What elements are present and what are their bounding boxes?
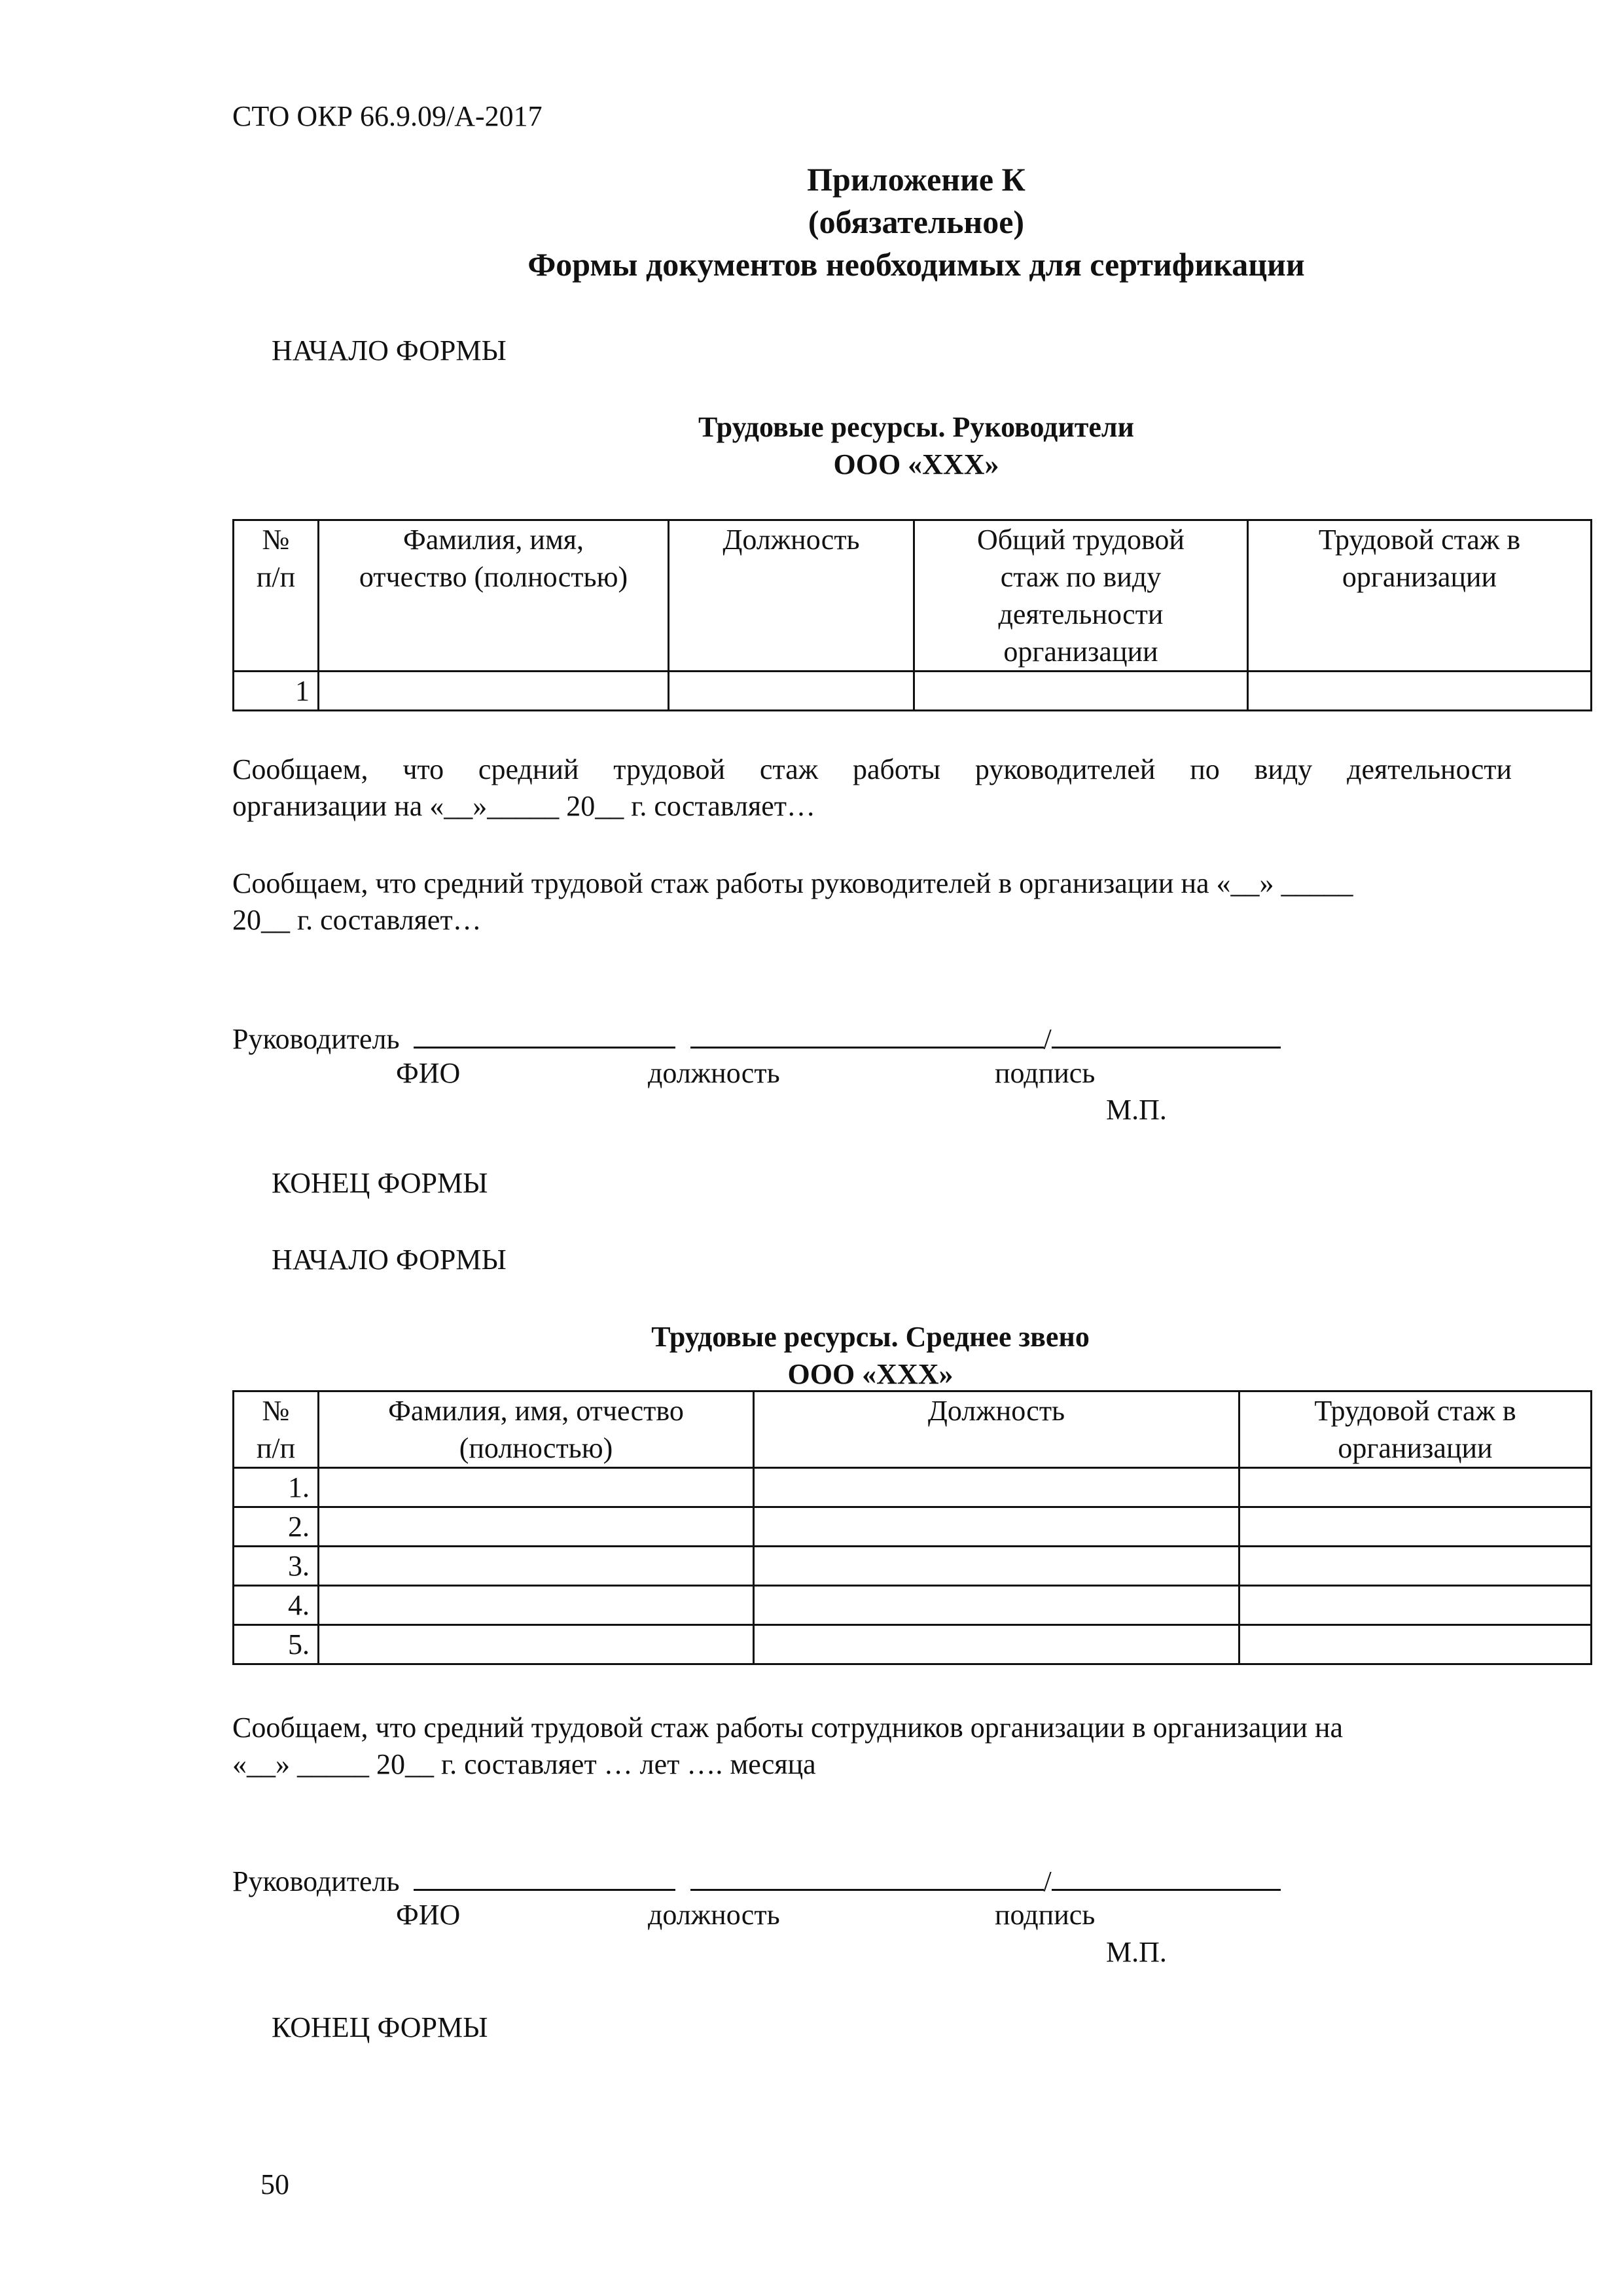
table-cell	[1240, 1547, 1592, 1586]
form2-title: Трудовые ресурсы. Среднее звено	[651, 1321, 1090, 1353]
fio-blank	[414, 1018, 675, 1049]
table-cell	[669, 672, 914, 711]
form2-paragraph-employee-experience: Сообщаем, что средний трудовой стаж работы сотрудников организации в организации на «__» _____ 20__ г. составляет … лет …. месяца	[232, 1712, 1344, 1780]
column-header-total-experience: Общий трудовой стаж по виду деятельности организации	[914, 520, 1248, 672]
form1-paragraph-industry-experience: Сообщаем, что средний трудовой стаж работы руководителей по виду деятельности организации на «__»_____ 20__ г. составляет…	[232, 753, 1512, 822]
column-header-fullname: Фамилия, имя, отчество (полностью)	[319, 520, 669, 672]
position-blank	[690, 1018, 1044, 1049]
table-cell	[754, 1586, 1240, 1625]
table-row	[234, 1625, 1592, 1664]
table-row	[234, 1547, 1592, 1586]
form2-start-marker: НАЧАЛО ФОРМЫ	[272, 1244, 507, 1276]
signature-blank	[1052, 1860, 1281, 1891]
table-cell	[319, 1586, 754, 1625]
signature-blank	[1052, 1018, 1281, 1049]
signature-line	[232, 1018, 1281, 1058]
slash-separator: /	[1043, 1023, 1052, 1055]
fio-blank	[414, 1860, 675, 1891]
form2-end-marker: КОНЕЦ ФОРМЫ	[272, 2011, 488, 2043]
signature-line	[232, 1860, 1281, 1900]
table-row	[234, 1586, 1592, 1625]
fio-caption: ФИО	[396, 1057, 461, 1089]
signature-role-label: Руководитель	[232, 1023, 400, 1055]
fio-caption: ФИО	[396, 1899, 461, 1931]
form1-org: ООО «XXX»	[833, 448, 999, 480]
row-number: 1.	[234, 1468, 319, 1507]
form2-org: ООО «XXX»	[787, 1358, 954, 1390]
form1-end-marker: КОНЕЦ ФОРМЫ	[272, 1167, 488, 1199]
column-header-fullname: Фамилия, имя, отчество (полностью)	[319, 1391, 754, 1468]
signature-role-label: Руководитель	[232, 1865, 400, 1897]
table-header-row	[234, 1391, 1592, 1468]
table-cell	[1240, 1468, 1592, 1507]
table-cell	[319, 1468, 754, 1507]
table-cell	[914, 672, 1248, 711]
page-number: 50	[260, 2168, 289, 2200]
column-header-org-experience: Трудовой стаж в организации	[1248, 520, 1592, 672]
appendix-title: Приложение К	[807, 161, 1026, 198]
table-cell	[754, 1625, 1240, 1664]
row-number: 3.	[234, 1547, 319, 1586]
table-cell	[754, 1507, 1240, 1547]
table-row	[234, 1507, 1592, 1547]
position-blank	[690, 1860, 1044, 1891]
table-cell	[754, 1468, 1240, 1507]
signature-caption: подпись	[995, 1057, 1096, 1089]
signature-caption: подпись	[995, 1899, 1096, 1931]
stamp-caption: М.П.	[1106, 1936, 1167, 1968]
stamp-caption: М.П.	[1106, 1094, 1167, 1126]
row-number: 1	[234, 672, 319, 711]
form1-paragraph-org-experience: Сообщаем, что средний трудовой стаж работы руководителей в организации на «__» _____ 20__ г. составляет…	[232, 867, 1353, 936]
position-caption: должность	[648, 1057, 780, 1089]
table-row	[234, 1468, 1592, 1507]
table-header-row	[234, 520, 1592, 672]
table-cell	[319, 1625, 754, 1664]
row-number: 5.	[234, 1625, 319, 1664]
table-cell	[1240, 1586, 1592, 1625]
position-caption: должность	[648, 1899, 780, 1931]
column-header-number: № п/п	[234, 520, 319, 672]
appendix-heading: Формы документов необходимых для сертификации	[527, 246, 1305, 283]
table-cell	[1248, 672, 1592, 711]
form2-table	[232, 1390, 1592, 1665]
table-cell	[319, 672, 669, 711]
column-header-number: № п/п	[234, 1391, 319, 1468]
slash-separator: /	[1043, 1865, 1052, 1897]
table-cell	[754, 1547, 1240, 1586]
form1-title: Трудовые ресурсы. Руководители	[698, 411, 1134, 443]
table-cell	[319, 1507, 754, 1547]
row-number: 2.	[234, 1507, 319, 1547]
column-header-position: Должность	[669, 520, 914, 672]
table-cell	[319, 1547, 754, 1586]
form1-start-marker: НАЧАЛО ФОРМЫ	[272, 334, 507, 367]
table-row	[234, 672, 1592, 711]
table-cell	[1240, 1507, 1592, 1547]
appendix-subtitle: (обязательное)	[808, 204, 1025, 240]
document-code: СТО ОКР 66.9.09/А-2017	[232, 100, 543, 132]
form1-table	[232, 519, 1592, 711]
row-number: 4.	[234, 1586, 319, 1625]
column-header-org-experience: Трудовой стаж в организации	[1240, 1391, 1592, 1468]
table-cell	[1240, 1625, 1592, 1664]
column-header-position: Должность	[754, 1391, 1240, 1468]
